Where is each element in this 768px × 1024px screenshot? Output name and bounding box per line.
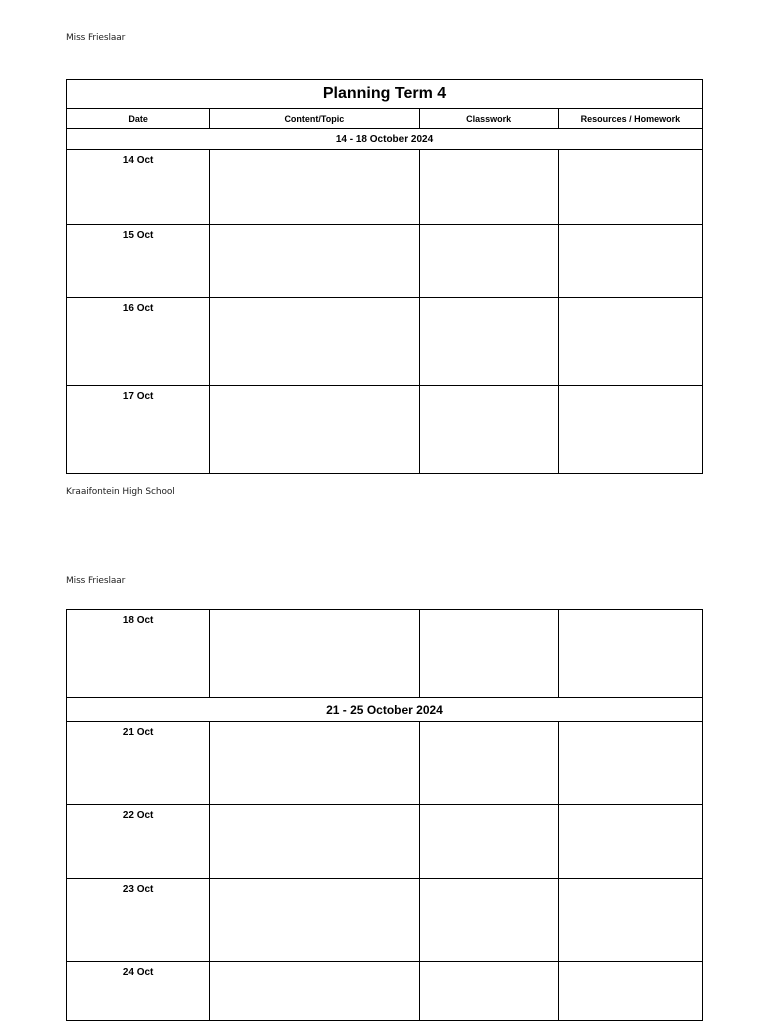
table-row <box>67 610 703 698</box>
table-row <box>67 722 703 805</box>
column-header-classwork: Classwork <box>419 109 558 129</box>
week-heading: 21 - 25 October 2024 <box>67 698 703 722</box>
table-row <box>67 805 703 879</box>
planning-table-page-1 <box>66 79 703 474</box>
resources-homework-cell[interactable] <box>558 879 702 962</box>
week-heading: 14 - 18 October 2024 <box>67 129 703 150</box>
classwork-cell[interactable] <box>419 298 558 386</box>
classwork-cell[interactable] <box>419 610 558 698</box>
table-row <box>67 225 703 298</box>
date-cell: 23 Oct <box>67 879 210 962</box>
table-row <box>67 962 703 1021</box>
content-topic-cell[interactable] <box>210 722 419 805</box>
date-cell: 24 Oct <box>67 962 210 1021</box>
classwork-cell[interactable] <box>419 225 558 298</box>
classwork-cell[interactable] <box>419 386 558 474</box>
page-header-teacher-name: Miss Frieslaar <box>66 33 126 43</box>
date-cell: 22 Oct <box>67 805 210 879</box>
content-topic-cell[interactable] <box>210 879 419 962</box>
date-cell: 15 Oct <box>67 225 210 298</box>
resources-homework-cell[interactable] <box>558 150 702 225</box>
date-cell: 18 Oct <box>67 610 210 698</box>
date-cell: 16 Oct <box>67 298 210 386</box>
resources-homework-cell[interactable] <box>558 610 702 698</box>
content-topic-cell[interactable] <box>210 962 419 1021</box>
content-topic-cell[interactable] <box>210 386 419 474</box>
classwork-cell[interactable] <box>419 805 558 879</box>
content-topic-cell[interactable] <box>210 610 419 698</box>
date-cell: 21 Oct <box>67 722 210 805</box>
content-topic-cell[interactable] <box>210 805 419 879</box>
page-footer-school-name: Kraaifontein High School <box>66 487 175 497</box>
resources-homework-cell[interactable] <box>558 962 702 1021</box>
table-row <box>67 879 703 962</box>
resources-homework-cell[interactable] <box>558 225 702 298</box>
column-header-content-topic: Content/Topic <box>210 109 419 129</box>
content-topic-cell[interactable] <box>210 225 419 298</box>
classwork-cell[interactable] <box>419 150 558 225</box>
content-topic-cell[interactable] <box>210 150 419 225</box>
table-row <box>67 150 703 225</box>
classwork-cell[interactable] <box>419 879 558 962</box>
planning-title: Planning Term 4 <box>67 80 703 109</box>
resources-homework-cell[interactable] <box>558 722 702 805</box>
date-cell: 14 Oct <box>67 150 210 225</box>
column-header-date: Date <box>67 109 210 129</box>
resources-homework-cell[interactable] <box>558 298 702 386</box>
date-cell: 17 Oct <box>67 386 210 474</box>
page-header-teacher-name: Miss Frieslaar <box>66 576 126 586</box>
classwork-cell[interactable] <box>419 722 558 805</box>
planning-table-page-2 <box>66 609 703 1021</box>
table-row <box>67 386 703 474</box>
resources-homework-cell[interactable] <box>558 805 702 879</box>
classwork-cell[interactable] <box>419 962 558 1021</box>
column-header-resources-homework: Resources / Homework <box>558 109 702 129</box>
content-topic-cell[interactable] <box>210 298 419 386</box>
table-row <box>67 298 703 386</box>
resources-homework-cell[interactable] <box>558 386 702 474</box>
